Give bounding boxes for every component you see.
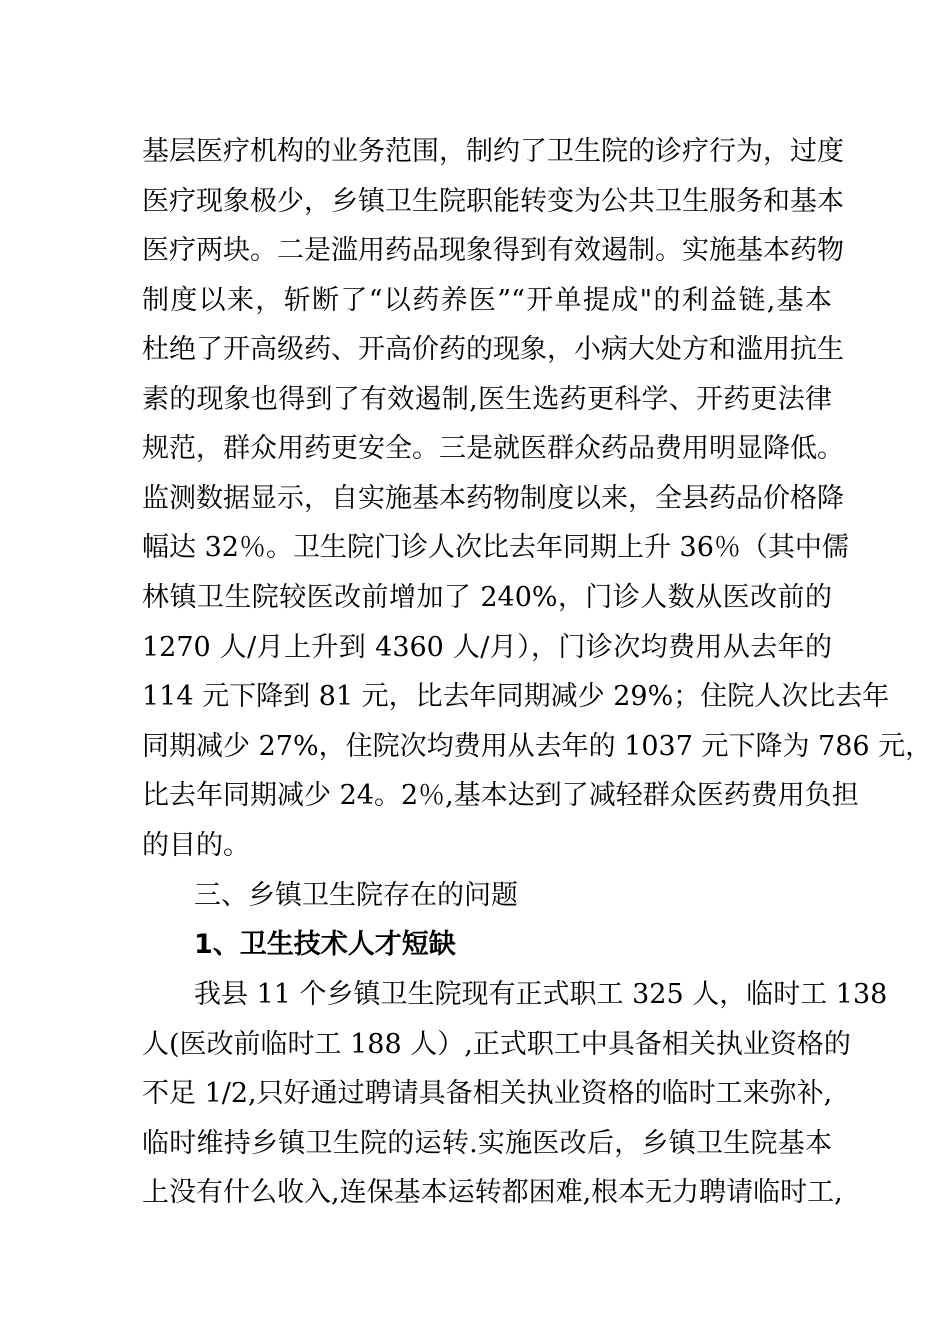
paragraph-1-line: 医疗现象极少，乡镇卫生院职能转变为公共卫生服务和基本 — [142, 186, 844, 217]
paragraph-1-line: 林镇卫生院较医改前增加了 240%，门诊人数从医改前的 — [142, 582, 832, 613]
paragraph-2-line: 人(医改前临时工 188 人）,正式职工中具备相关执业资格的 — [142, 1029, 851, 1060]
paragraph-1-line: 幅达 32％。卫生院门诊人次比去年同期上升 36％（其中儒 — [142, 532, 849, 563]
paragraph-1-line: 的目的。 — [142, 830, 250, 861]
paragraph-1-line: 规范，群众用药更安全。三是就医群众药品费用明显降低。 — [142, 433, 844, 464]
paragraph-1-line: 素的现象也得到了有效遏制,医生选药更科学、开药更法律 — [142, 384, 832, 415]
paragraph-1-line: 监测数据显示，自实施基本药物制度以来，全县药品价格降 — [142, 483, 844, 514]
subsection-heading: 1、卫生技术人才短缺 — [194, 929, 456, 960]
paragraph-1-line: 1270 人/月上升到 4360 人/月），门诊次均费用从去年的 — [142, 632, 832, 663]
paragraph-1-line: 杜绝了开高级药、开高价药的现象，小病大处方和滥用抗生 — [142, 334, 844, 365]
section-heading: 三、乡镇卫生院存在的问题 — [194, 880, 518, 911]
paragraph-1-line: 基层医疗机构的业务范围，制约了卫生院的诊疗行为，过度 — [142, 136, 844, 167]
paragraph-2-line: 不足 1/2,只好通过聘请具备相关执业资格的临时工来弥补, — [142, 1078, 833, 1109]
paragraph-1-line: 医疗两块。二是滥用药品现象得到有效遏制。实施基本药物 — [142, 235, 844, 266]
paragraph-2-line: 我县 11 个乡镇卫生院现有正式职工 325 人，临时工 138 — [194, 979, 888, 1010]
paragraph-1-line: 114 元下降到 81 元，比去年同期减少 29%；住院人次比去年 — [142, 681, 890, 712]
paragraph-2-line: 临时维持乡镇卫生院的运转.实施医改后，乡镇卫生院基本 — [142, 1128, 832, 1159]
paragraph-1-line: 比去年同期减少 24。2％,基本达到了减轻群众医药费用负担 — [142, 780, 859, 811]
paragraph-1-line: 同期减少 27%，住院次均费用从去年的 1037 元下降为 786 元， — [142, 731, 933, 762]
paragraph-1-line: 制度以来，斩断了“以药养医”“开单提成"的利益链,基本 — [142, 285, 832, 316]
paragraph-2-line: 上没有什么收入,连保基本运转都困难,根本无力聘请临时工, — [142, 1177, 843, 1208]
